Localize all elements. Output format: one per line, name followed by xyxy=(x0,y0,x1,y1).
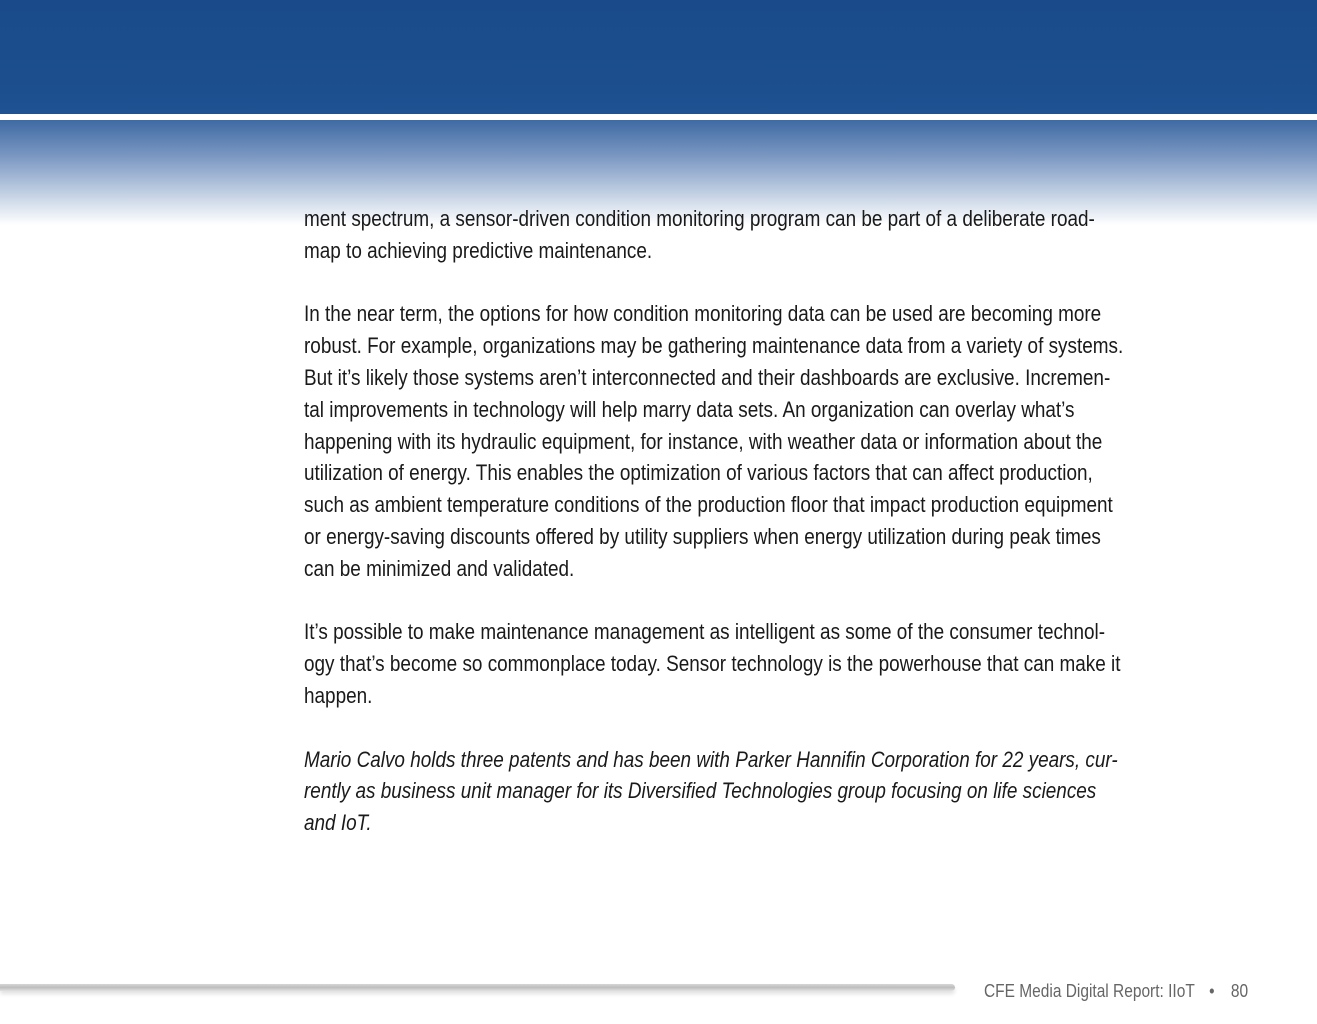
author-bio: Mario Calvo holds three patents and has been with Parker Hannifin Corporation for 22 years, cur- rently as business unit manager for its Diversified Technologies group focusing on life sciences and IoT. xyxy=(304,746,1118,836)
footer-rule xyxy=(0,984,955,991)
article-body xyxy=(304,203,1264,871)
article-paragraph-1: ment spectrum, a sensor-driven condition monitoring program can be part of a deliberate road- map to achieving predictive maintenance. xyxy=(304,206,1095,263)
page-footer xyxy=(984,979,1249,1003)
article-paragraph-2: In the near term, the options for how condition monitoring data can be used are becoming more robust. For example, organizations may be gathering maintenance data from a variety of systems. But it’s likely those systems aren’t interconnected and their dashboards are exclusive. Incremen- tal improvements in technology will help marry data sets. An organization can overlay what’s happening with its hydraulic equipment, for instance, with weather data or information about the utilization of energy. This enables the optimization of various factors that can affect production, such as ambient temperature conditions of the production floor that impact production equipment or energy-saving discounts offered by utility suppliers when energy utilization during peak times can be minimized and validated. xyxy=(304,301,1124,581)
article-paragraph-3: It’s possible to make maintenance management as intelligent as some of the consumer technol- ogy that’s become so commonplace today. Sensor technology is the powerhouse that can make it happen. xyxy=(304,619,1121,708)
page-number: 80 xyxy=(1230,981,1249,1001)
publication-title: CFE Media Digital Report: IIoT xyxy=(984,981,1195,1001)
header-band xyxy=(0,0,1317,114)
bullet-separator: • xyxy=(1209,981,1215,1001)
